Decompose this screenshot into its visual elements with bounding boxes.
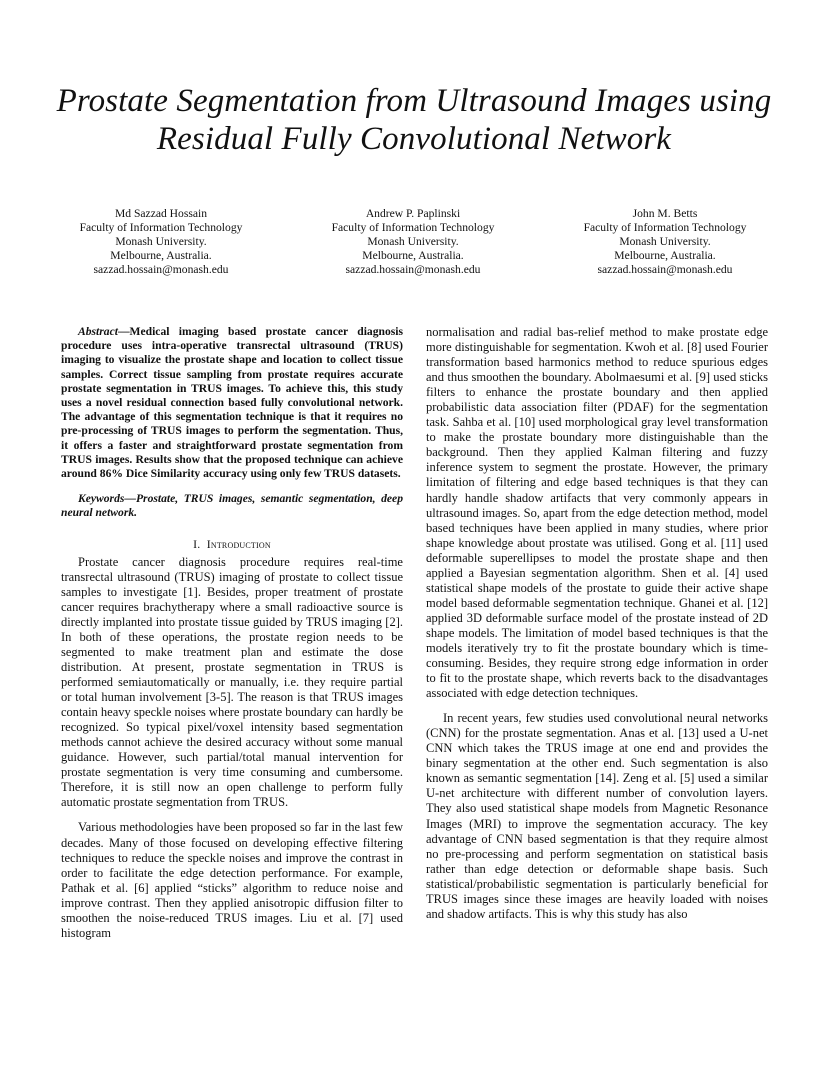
section-number: I. bbox=[193, 536, 201, 551]
author-2 bbox=[287, 207, 539, 277]
author-location: Melbourne, Australia. bbox=[362, 249, 464, 263]
author-name: Md Sazzad Hossain bbox=[114, 207, 208, 220]
intro-paragraph-2: Various methodologies have been proposed so far in the last few decades. Many of those focused on developing effective filtering techniques to reduce the speckle noises and improve the contrast in order to facilitate the edge detection performance. For example, Pathak et al. [6] applied “sticks” algorithm to reduce noise and improve contrast. Then they applied anisotropic diffusion filter to smoothen the noise-reduced TRUS images. Liu et al. [7] used histogram bbox=[61, 820, 403, 940]
author-university: Monash University. bbox=[367, 235, 459, 249]
intro-paragraph-3: normalisation and radial bas-relief method to make prostate edge more distinguishable for segmentation. Kwoh et al. [8] used Fourier transformation based harmonics method to reduce spurious edges and thus smoothen the boundary. Abolmaesumi et al. [9] used sticks filters to enhance the prostate boundary and then applied probabilistic data association filter (PDAF) for the segmentation task. Sahba et al. [10] used morphological gray level transformation to make the prostate boundary more distinguishable than the background. Then they applied Kalman filtering and fuzzy inference system to segment the prostate. However, the primary limitation of filtering and edge based techniques is that they can hardly handle shadow artifacts that very commonly appears in ultrasound images. So, apart from the edge detection method, model based techniques have been applied in many studies, where prior shape knowledge about prostate was utilised. Gong et al. [11] used deformable superellipses to model the prostate shape and then applied a Bayesian segmentation algorithm. Shen et al. [4] used statistical shape models of the prostate to guide their active shape model based deformable segmentation technique. Ghanei et al. [12] applied 3D deformable surface model of the prostate instead of 2D shape models. The limitation of model based techniques is that the models iteratively try to fit the prostate boundary which is time-consuming. Besides, they require strong edge information in order to fit to the prostate shape, which reverts back to the disadvantages associated with edge detection techniques. bbox=[426, 325, 768, 701]
author-location: Melbourne, Australia. bbox=[110, 249, 212, 263]
author-name: Andrew P. Paplinski bbox=[365, 207, 461, 220]
author-affiliation: Faculty of Information Technology bbox=[79, 221, 243, 235]
abstract-text: —Medical imaging based prostate cancer diagnosis procedure uses intra-operative transrectal ultrasound (TRUS) imaging to visualize the prostate shape and location to collect tissue samples. Correct tissue sampling from prostate requires accurate prostate segmentation in TRUS images. To achieve this, this study uses a novel residual connection based fully convolutional network. The advantage of this segmentation technique is that it requires no pre-processing of TRUS images to perform the segmentation. Thus, it offers a faster and straightforward prostate segmentation from TRUS images. Results show that the proposed technique can achieve around 86% Dice Similarity accuracy using only few TRUS datasets. bbox=[61, 325, 403, 481]
intro-paragraph-1: Prostate cancer diagnosis procedure requires real-time transrectal ultrasound (TRUS) imaging of prostate to collect tissue samples to investigate [1]. Besides, proper treatment of prostate cancer requires brachytherapy where a small radioactive source is directly implanted into prostate tissue guided by TRUS imaging [2]. In both of these operations, the prostate region needs to be segmented to make treatment plan and estimate the dose distribution. At present, prostate segmentation in TRUS is performed semiautomatically or manually, i.e. they require partial or total human involvement [3-5]. The reason is that TRUS images contain heavy speckle noises where prostate boundary can hardly be recognized. So typical pixel/voxel intensity based segmentation methods cannot achieve the desired accuracy without some manual guidance. However, such partial/total manual intervention for prostate segmentation is very time consuming and cumbersome. Therefore, it is still now an open challenge to perform fully automatic prostate segmentation from TRUS. bbox=[61, 554, 403, 810]
author-email: sazzad.hossain@monash.edu bbox=[597, 263, 733, 277]
abstract bbox=[61, 325, 403, 481]
abstract-label: Abstract bbox=[78, 325, 118, 338]
section-title: Introduction bbox=[206, 536, 271, 551]
intro-paragraph-4: In recent years, few studies used convolutional neural networks (CNN) for the prostate segmentation. Anas et al. [13] used a U-net CNN which takes the TRUS image at one end and provides the binary segmentation at the other end. Such segmentation is also known as semantic segmentation [14]. Zeng et al. [5] used a similar U-net architecture with different number of convolution layers. They also used statistical shape models from Magnetic Resonance Images (MRI) to improve the segmentation accuracy. The key advantage of CNN based segmentation is that they require almost no pre-processing and perform segmentation on statistical basis rather than edge detection or deformable shape basis. Such statistical/probabilistic segmentation is particularly beneficial for TRUS images since these images are heavily loaded with noises and shadow artifacts. This is why this study has also bbox=[426, 711, 768, 921]
author-affiliation: Faculty of Information Technology bbox=[331, 221, 495, 235]
author-university: Monash University. bbox=[619, 235, 711, 249]
author-university: Monash University. bbox=[115, 235, 207, 249]
author-affiliation: Faculty of Information Technology bbox=[583, 221, 747, 235]
author-location: Melbourne, Australia. bbox=[614, 249, 716, 263]
author-email: sazzad.hossain@monash.edu bbox=[345, 263, 481, 277]
section-heading bbox=[61, 537, 403, 552]
author-name: John M. Betts bbox=[632, 207, 698, 220]
paper-title: Prostate Segmentation from Ultrasound Images using Residual Fully Convolutional Network bbox=[56, 83, 772, 157]
keywords: Keywords—Prostate, TRUS images, semantic segmentation, deep neural network. bbox=[61, 492, 403, 520]
author-3 bbox=[539, 207, 791, 277]
author-email: sazzad.hossain@monash.edu bbox=[93, 263, 229, 277]
right-column bbox=[426, 325, 768, 922]
author-1 bbox=[35, 207, 287, 277]
left-column bbox=[61, 325, 403, 941]
